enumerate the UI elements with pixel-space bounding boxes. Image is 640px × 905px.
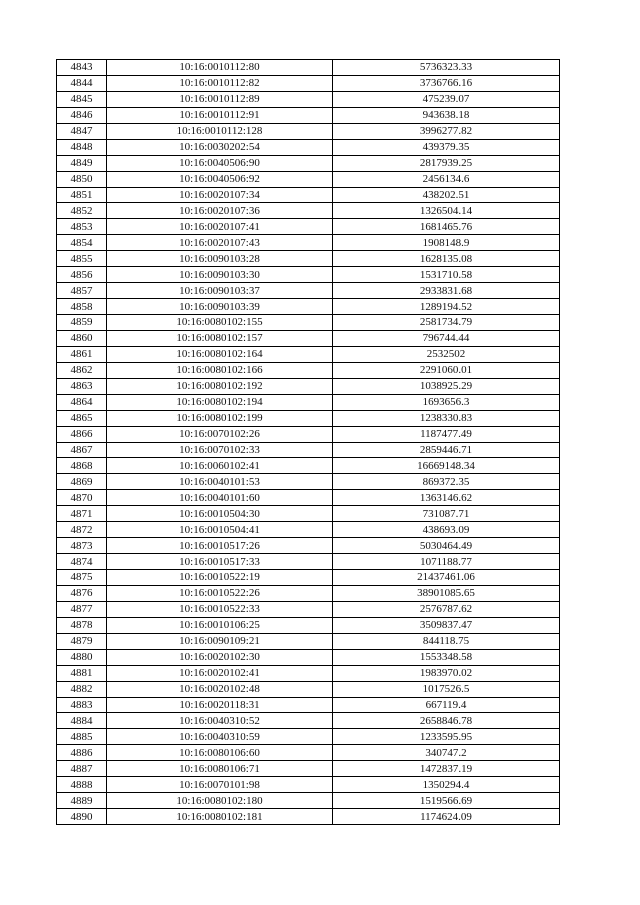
row-number-cell: 4881 — [57, 665, 107, 681]
row-number-cell: 4851 — [57, 187, 107, 203]
table-row — [57, 633, 560, 649]
cadastral-number-cell: 10:16:0040101:60 — [107, 490, 333, 506]
value-cell: 1071188.77 — [333, 554, 560, 570]
row-number-cell: 4843 — [57, 60, 107, 76]
table-row — [57, 330, 560, 346]
cadastral-number-cell: 10:16:0090103:28 — [107, 251, 333, 267]
cadastral-number-cell: 10:16:0090103:39 — [107, 299, 333, 315]
value-cell: 796744.44 — [333, 330, 560, 346]
value-cell: 731087.71 — [333, 506, 560, 522]
row-number-cell: 4849 — [57, 155, 107, 171]
table-row — [57, 713, 560, 729]
value-cell: 2933831.68 — [333, 283, 560, 299]
table-row — [57, 91, 560, 107]
row-number-cell: 4882 — [57, 681, 107, 697]
cadastral-number-cell: 10:16:0010522:33 — [107, 601, 333, 617]
row-number-cell: 4883 — [57, 697, 107, 713]
table-row — [57, 617, 560, 633]
table-row — [57, 538, 560, 554]
cadastral-number-cell: 10:16:0040310:52 — [107, 713, 333, 729]
value-cell: 5030464.49 — [333, 538, 560, 554]
cadastral-number-cell: 10:16:0080102:194 — [107, 394, 333, 410]
cadastral-number-cell: 10:16:0070102:26 — [107, 426, 333, 442]
table-row — [57, 570, 560, 586]
value-cell: 1983970.02 — [333, 665, 560, 681]
cadastral-number-cell: 10:16:0020107:34 — [107, 187, 333, 203]
cadastral-number-cell: 10:16:0020107:36 — [107, 203, 333, 219]
cadastral-number-cell: 10:16:0010106:25 — [107, 617, 333, 633]
table-row — [57, 474, 560, 490]
value-cell: 2532502 — [333, 346, 560, 362]
value-cell: 438202.51 — [333, 187, 560, 203]
row-number-cell: 4848 — [57, 139, 107, 155]
row-number-cell: 4863 — [57, 378, 107, 394]
cadastral-number-cell: 10:16:0080106:60 — [107, 745, 333, 761]
cadastral-number-cell: 10:16:0070102:33 — [107, 442, 333, 458]
cadastral-number-cell: 10:16:0040506:92 — [107, 171, 333, 187]
table-row — [57, 123, 560, 139]
cadastral-number-cell: 10:16:0080102:155 — [107, 315, 333, 331]
cadastral-number-cell: 10:16:0080102:199 — [107, 410, 333, 426]
value-cell: 438693.09 — [333, 522, 560, 538]
row-number-cell: 4886 — [57, 745, 107, 761]
value-cell: 3509837.47 — [333, 617, 560, 633]
value-cell: 844118.75 — [333, 633, 560, 649]
value-cell: 1350294.4 — [333, 777, 560, 793]
table-row — [57, 761, 560, 777]
table-row — [57, 649, 560, 665]
value-cell: 1519566.69 — [333, 793, 560, 809]
cadastral-number-cell: 10:16:0020102:48 — [107, 681, 333, 697]
row-number-cell: 4854 — [57, 235, 107, 251]
table-row — [57, 362, 560, 378]
table-row — [57, 601, 560, 617]
cadastral-number-cell: 10:16:0090103:37 — [107, 283, 333, 299]
row-number-cell: 4853 — [57, 219, 107, 235]
table-row — [57, 299, 560, 315]
cadastral-number-cell: 10:16:0010517:26 — [107, 538, 333, 554]
value-cell: 1363146.62 — [333, 490, 560, 506]
row-number-cell: 4873 — [57, 538, 107, 554]
table-row — [57, 346, 560, 362]
row-number-cell: 4880 — [57, 649, 107, 665]
cadastral-number-cell: 10:16:0020102:30 — [107, 649, 333, 665]
table-row — [57, 251, 560, 267]
row-number-cell: 4878 — [57, 617, 107, 633]
table-row — [57, 681, 560, 697]
row-number-cell: 4847 — [57, 123, 107, 139]
value-cell: 2817939.25 — [333, 155, 560, 171]
cadastral-number-cell: 10:16:0020102:41 — [107, 665, 333, 681]
value-cell: 2581734.79 — [333, 315, 560, 331]
table-row — [57, 235, 560, 251]
row-number-cell: 4889 — [57, 793, 107, 809]
table-row — [57, 426, 560, 442]
cadastral-number-cell: 10:16:0010522:19 — [107, 570, 333, 586]
row-number-cell: 4874 — [57, 554, 107, 570]
table-row — [57, 729, 560, 745]
row-number-cell: 4870 — [57, 490, 107, 506]
cadastral-number-cell: 10:16:0040506:90 — [107, 155, 333, 171]
cadastral-number-cell: 10:16:0040310:59 — [107, 729, 333, 745]
table-row — [57, 442, 560, 458]
table-row — [57, 410, 560, 426]
value-cell: 869372.35 — [333, 474, 560, 490]
value-cell: 1017526.5 — [333, 681, 560, 697]
table-row — [57, 267, 560, 283]
row-number-cell: 4866 — [57, 426, 107, 442]
row-number-cell: 4872 — [57, 522, 107, 538]
table-row — [57, 394, 560, 410]
value-cell: 1187477.49 — [333, 426, 560, 442]
cadastral-number-cell: 10:16:0080102:164 — [107, 346, 333, 362]
table-row — [57, 506, 560, 522]
row-number-cell: 4857 — [57, 283, 107, 299]
value-cell: 2576787.62 — [333, 601, 560, 617]
value-cell: 21437461.06 — [333, 570, 560, 586]
value-cell: 475239.07 — [333, 91, 560, 107]
cadastral-number-cell: 10:16:0010112:128 — [107, 123, 333, 139]
table-row — [57, 522, 560, 538]
cadastral-number-cell: 10:16:0040101:53 — [107, 474, 333, 490]
row-number-cell: 4879 — [57, 633, 107, 649]
value-cell: 38901085.65 — [333, 585, 560, 601]
table-row — [57, 203, 560, 219]
row-number-cell: 4867 — [57, 442, 107, 458]
cadastral-number-cell: 10:16:0010522:26 — [107, 585, 333, 601]
table-row — [57, 745, 560, 761]
table-row — [57, 283, 560, 299]
row-number-cell: 4868 — [57, 458, 107, 474]
row-number-cell: 4844 — [57, 75, 107, 91]
row-number-cell: 4877 — [57, 601, 107, 617]
cadastral-number-cell: 10:16:0010112:91 — [107, 107, 333, 123]
cadastral-number-cell: 10:16:0080102:181 — [107, 809, 333, 825]
row-number-cell: 4890 — [57, 809, 107, 825]
row-number-cell: 4865 — [57, 410, 107, 426]
value-cell: 1472837.19 — [333, 761, 560, 777]
cadastral-number-cell: 10:16:0080102:192 — [107, 378, 333, 394]
row-number-cell: 4845 — [57, 91, 107, 107]
row-number-cell: 4862 — [57, 362, 107, 378]
row-number-cell: 4852 — [57, 203, 107, 219]
table-row — [57, 60, 560, 76]
table-row — [57, 187, 560, 203]
table-row — [57, 777, 560, 793]
value-cell: 1174624.09 — [333, 809, 560, 825]
value-cell: 16669148.34 — [333, 458, 560, 474]
cadastral-number-cell: 10:16:0020118:31 — [107, 697, 333, 713]
cadastral-value-table — [56, 59, 560, 825]
value-cell: 1531710.58 — [333, 267, 560, 283]
value-cell: 3996277.82 — [333, 123, 560, 139]
row-number-cell: 4884 — [57, 713, 107, 729]
table-row — [57, 75, 560, 91]
value-cell: 1238330.83 — [333, 410, 560, 426]
table-row — [57, 171, 560, 187]
table-body — [57, 60, 560, 825]
cadastral-number-cell: 10:16:0010517:33 — [107, 554, 333, 570]
row-number-cell: 4860 — [57, 330, 107, 346]
row-number-cell: 4856 — [57, 267, 107, 283]
table-row — [57, 554, 560, 570]
table-row — [57, 697, 560, 713]
value-cell: 667119.4 — [333, 697, 560, 713]
row-number-cell: 4885 — [57, 729, 107, 745]
row-number-cell: 4888 — [57, 777, 107, 793]
value-cell: 2456134.6 — [333, 171, 560, 187]
value-cell: 1553348.58 — [333, 649, 560, 665]
cadastral-number-cell: 10:16:0020107:43 — [107, 235, 333, 251]
table-row — [57, 809, 560, 825]
value-cell: 1693656.3 — [333, 394, 560, 410]
cadastral-number-cell: 10:16:0020107:41 — [107, 219, 333, 235]
table-row — [57, 378, 560, 394]
table-row — [57, 155, 560, 171]
cadastral-number-cell: 10:16:0010112:89 — [107, 91, 333, 107]
value-cell: 5736323.33 — [333, 60, 560, 76]
value-cell: 943638.18 — [333, 107, 560, 123]
cadastral-number-cell: 10:16:0080102:166 — [107, 362, 333, 378]
row-number-cell: 4861 — [57, 346, 107, 362]
cadastral-number-cell: 10:16:0080102:157 — [107, 330, 333, 346]
cadastral-number-cell: 10:16:0030202:54 — [107, 139, 333, 155]
cadastral-number-cell: 10:16:0090103:30 — [107, 267, 333, 283]
row-number-cell: 4846 — [57, 107, 107, 123]
cadastral-number-cell: 10:16:0010112:80 — [107, 60, 333, 76]
cadastral-number-cell: 10:16:0010504:30 — [107, 506, 333, 522]
table-row — [57, 490, 560, 506]
table-row — [57, 219, 560, 235]
row-number-cell: 4859 — [57, 315, 107, 331]
value-cell: 1908148.9 — [333, 235, 560, 251]
value-cell: 2859446.71 — [333, 442, 560, 458]
row-number-cell: 4875 — [57, 570, 107, 586]
row-number-cell: 4850 — [57, 171, 107, 187]
value-cell: 1326504.14 — [333, 203, 560, 219]
table-row — [57, 139, 560, 155]
table-row — [57, 458, 560, 474]
row-number-cell: 4855 — [57, 251, 107, 267]
value-cell: 1233595.95 — [333, 729, 560, 745]
value-cell: 1681465.76 — [333, 219, 560, 235]
row-number-cell: 4864 — [57, 394, 107, 410]
table-row — [57, 585, 560, 601]
value-cell: 2291060.01 — [333, 362, 560, 378]
cadastral-number-cell: 10:16:0070101:98 — [107, 777, 333, 793]
cadastral-number-cell: 10:16:0060102:41 — [107, 458, 333, 474]
value-cell: 1289194.52 — [333, 299, 560, 315]
value-cell: 340747.2 — [333, 745, 560, 761]
cadastral-number-cell: 10:16:0010112:82 — [107, 75, 333, 91]
table-row — [57, 793, 560, 809]
row-number-cell: 4887 — [57, 761, 107, 777]
value-cell: 1038925.29 — [333, 378, 560, 394]
cadastral-number-cell: 10:16:0080106:71 — [107, 761, 333, 777]
value-cell: 439379.35 — [333, 139, 560, 155]
row-number-cell: 4871 — [57, 506, 107, 522]
cadastral-number-cell: 10:16:0090109:21 — [107, 633, 333, 649]
table-row — [57, 107, 560, 123]
value-cell: 3736766.16 — [333, 75, 560, 91]
cadastral-number-cell: 10:16:0010504:41 — [107, 522, 333, 538]
row-number-cell: 4858 — [57, 299, 107, 315]
table-row — [57, 315, 560, 331]
row-number-cell: 4869 — [57, 474, 107, 490]
row-number-cell: 4876 — [57, 585, 107, 601]
table-row — [57, 665, 560, 681]
value-cell: 1628135.08 — [333, 251, 560, 267]
cadastral-number-cell: 10:16:0080102:180 — [107, 793, 333, 809]
value-cell: 2658846.78 — [333, 713, 560, 729]
